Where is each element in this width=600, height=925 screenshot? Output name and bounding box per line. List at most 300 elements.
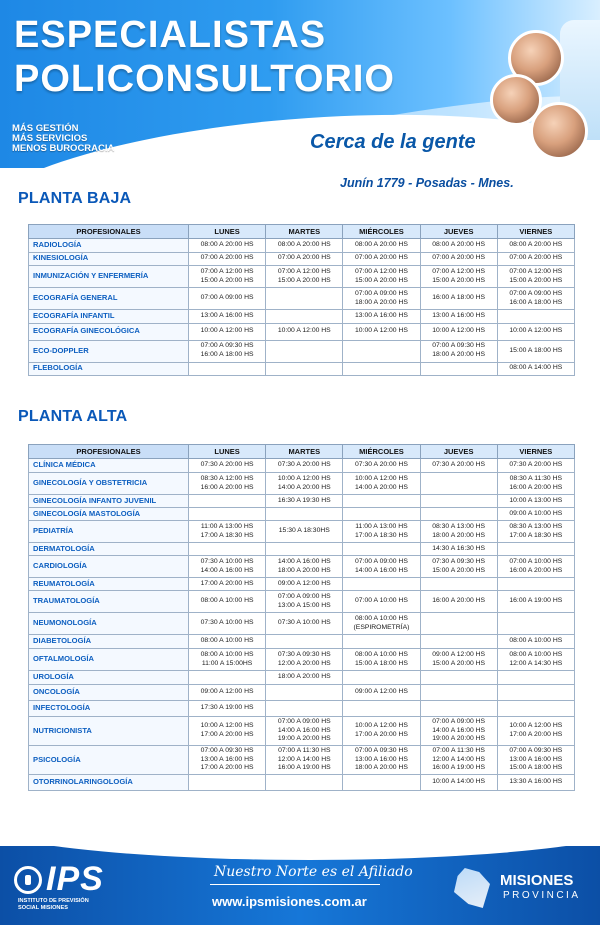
- schedule-time: 08:00 A 10:00 HS: [355, 614, 408, 622]
- schedule-cell: [497, 671, 574, 685]
- schedule-cell: [189, 508, 266, 521]
- table-row: [29, 362, 575, 376]
- schedule-time: 08:00 A 10:00 HS: [200, 637, 254, 645]
- schedule-time: 16:00 A 18:00 HS: [509, 298, 563, 306]
- schedule-time: 07:30 A 09:30 HS: [432, 557, 486, 565]
- schedule-cell: [189, 521, 266, 543]
- schedule-cell: [497, 649, 574, 671]
- schedule-cell: [266, 323, 343, 340]
- schedule-cell: [266, 701, 343, 717]
- col-header-martes: MARTES: [266, 225, 343, 239]
- schedule-time: 17:00 A 18:30 HS: [200, 531, 254, 539]
- schedule-cell: [497, 340, 574, 362]
- col-header-lunes: LUNES: [189, 225, 266, 239]
- schedule-cell: [420, 556, 497, 578]
- schedule-cell: [343, 310, 420, 324]
- schedule-cell: [343, 239, 420, 253]
- specialty-name: REUMATOLOGÍA: [29, 578, 189, 591]
- schedule-cell: [189, 543, 266, 556]
- table-row: [29, 701, 575, 717]
- specialty-name: INMUNIZACIÓN Y ENFERMERÍA: [29, 266, 189, 288]
- schedule-cell: [343, 543, 420, 556]
- schedule-time: 09:00 A 10:00 HS: [509, 509, 563, 517]
- specialty-name: ECOGRAFÍA INFANTIL: [29, 310, 189, 324]
- schedule-cell: [343, 252, 420, 266]
- schedule-cell: [343, 746, 420, 775]
- schedule-time: 08:00 A 20:00 HS: [277, 240, 331, 248]
- schedule-time: 11:00 A 13:00 HS: [355, 522, 408, 530]
- schedule-cell: [266, 252, 343, 266]
- schedule-cell: [420, 671, 497, 685]
- schedule-time: 07:00 A 09:00 HS: [432, 718, 486, 726]
- table-row: [29, 556, 575, 578]
- schedule-cell: [420, 717, 497, 746]
- specialty-name: NEUMONOLOGÍA: [29, 613, 189, 635]
- schedule-cell: [266, 556, 343, 578]
- schedule-time: 07:00 A 11:30 HS: [432, 747, 485, 755]
- schedule-time: 13:00 A 15:00 HS: [277, 601, 331, 609]
- specialty-name: FLEBOLOGÍA: [29, 362, 189, 376]
- schedule-cell: [497, 591, 574, 613]
- schedule-cell: [497, 746, 574, 775]
- col-header-miercoles: MIÉRCOLES: [343, 445, 420, 459]
- photo-mother-child: [530, 102, 588, 160]
- schedule-cell: [420, 340, 497, 362]
- schedule-time: 15:30 A 18:30HS: [278, 527, 330, 535]
- schedule-cell: [189, 239, 266, 253]
- col-header-viernes: VIERNES: [497, 445, 574, 459]
- schedule-cell: [420, 613, 497, 635]
- institute-name: [18, 898, 89, 911]
- schedule-time: 15:00 A 18:00 HS: [355, 659, 408, 667]
- specialty-name: ECO-DOPPLER: [29, 340, 189, 362]
- schedule-time: 16:00 A 18:00 HS: [200, 351, 254, 358]
- schedule-cell: [343, 556, 420, 578]
- schedule-cell: [189, 323, 266, 340]
- schedule-cell: [420, 775, 497, 791]
- schedule-cell: [420, 495, 497, 508]
- schedule-time: 07:30 A 10:00 HS: [200, 619, 254, 627]
- schedule-time: 10:00 A 12:00 HS: [355, 474, 408, 482]
- schedule-time: 07:00 A 10:00 HS: [509, 557, 563, 565]
- schedule-time: 07:30 A 10:00 HS: [200, 557, 254, 565]
- schedule-time: 07:00 A 20:00 HS: [509, 254, 563, 262]
- website-link[interactable]: www.ipsmisiones.com.ar: [212, 894, 367, 909]
- schedule-cell: [420, 239, 497, 253]
- schedule-time: 15:00 A 20:00 HS: [509, 276, 563, 284]
- table-row: [29, 591, 575, 613]
- table-row: [29, 613, 575, 635]
- schedule-time: 13:00 A 16:00 HS: [432, 311, 486, 319]
- specialty-name: INFECTOLOGÍA: [29, 701, 189, 717]
- schedule-time: 13:00 A 16:00 HS: [200, 755, 254, 763]
- specialty-name: DIABETOLOGÍA: [29, 635, 189, 649]
- schedule-time: 08:30 A 13:00 HS: [509, 522, 563, 530]
- schedule-cell: [343, 495, 420, 508]
- schedule-cell: [497, 459, 574, 473]
- schedule-cell: [497, 521, 574, 543]
- schedule-cell: [420, 521, 497, 543]
- schedule-cell: [189, 459, 266, 473]
- specialty-name: UROLOGÍA: [29, 671, 189, 685]
- schedule-time: 07:00 A 09:00 HS: [277, 718, 331, 726]
- schedule-time: 12:00 A 14:30 HS: [509, 659, 563, 667]
- schedule-time: 08:00 A 20:00 HS: [355, 240, 408, 248]
- schedule-cell: [189, 578, 266, 591]
- schedule-cell: [266, 717, 343, 746]
- schedule-time: 07:00 A 09:30 HS: [200, 747, 254, 755]
- specialty-name: PSICOLOGÍA: [29, 746, 189, 775]
- col-header-miercoles: MIÉRCOLES: [343, 225, 420, 239]
- col-header-viernes: VIERNES: [497, 225, 574, 239]
- schedule-time: 08:00 A 20:00 HS: [432, 240, 486, 248]
- schedule-cell: [343, 266, 420, 288]
- specialty-name: KINESIOLOGÍA: [29, 252, 189, 266]
- schedule-cell: [420, 252, 497, 266]
- schedule-time: 15:00 A 20:00 HS: [432, 276, 486, 284]
- schedule-cell: [497, 508, 574, 521]
- schedule-time: 13:00 A 16:00 HS: [509, 755, 563, 763]
- schedule-time: 16:00 A 20:00 HS: [509, 483, 563, 491]
- schedule-time: 11:00 A 15:00HS: [201, 659, 253, 667]
- schedule-time: 13:30 A 16:00 HS: [509, 778, 563, 786]
- schedule-cell: [266, 543, 343, 556]
- schedule-cell: [343, 340, 420, 362]
- table-row: [29, 649, 575, 671]
- schedule-time: 10:00 A 12:00 HS: [432, 327, 486, 335]
- schedule-time: 08:00 A 20:00 HS: [509, 240, 563, 248]
- schedule-time: 17:00 A 20:00 HS: [355, 731, 408, 738]
- schedule-time: 08:00 A 10:00 HS: [355, 650, 408, 658]
- table-row: [29, 495, 575, 508]
- table-row: [29, 252, 575, 266]
- table-row: [29, 266, 575, 288]
- institute-line-1: INSTITUTO DE PREVISIÓN: [18, 898, 89, 904]
- schedule-time: 12:00 A 14:00 HS: [432, 755, 486, 763]
- schedule-cell: [420, 746, 497, 775]
- schedule-time: 12:00 A 20:00 HS: [277, 659, 331, 667]
- schedule-time: 08:00 A 10:00 HS: [509, 637, 563, 645]
- schedule-cell: [420, 473, 497, 495]
- schedule-cell: [497, 239, 574, 253]
- specialty-name: ONCOLOGÍA: [29, 685, 189, 701]
- schedule-time: 16:30 A 19:30 HS: [277, 496, 331, 504]
- slogan-1: MÁS GESTIÓN: [12, 123, 79, 134]
- schedule-cell: [343, 323, 420, 340]
- schedule-time: 07:00 A 12:00 HS: [200, 267, 254, 275]
- schedule-time: 14:30 A 16:30 HS: [432, 544, 486, 552]
- table-row: [29, 340, 575, 362]
- schedule-cell: [343, 685, 420, 701]
- schedule-cell: [497, 556, 574, 578]
- schedule-cell: [266, 459, 343, 473]
- schedule-time: 10:00 A 12:00 HS: [355, 327, 408, 335]
- motto-underline: [210, 884, 380, 885]
- schedule-cell: [420, 310, 497, 324]
- schedule-cell: [189, 635, 266, 649]
- schedule-cell: [497, 310, 574, 324]
- schedule-cell: [420, 649, 497, 671]
- schedule-cell: [266, 310, 343, 324]
- schedule-time: 07:30 A 10:00 HS: [277, 619, 331, 627]
- schedule-time: 08:00 A 10:00 HS: [200, 650, 254, 658]
- schedule-time: 10:00 A 12:00 HS: [200, 722, 254, 730]
- schedule-time: 19:00 A 20:00 HS: [432, 735, 486, 743]
- schedule-cell: [343, 473, 420, 495]
- schedule-cell: [497, 613, 574, 635]
- schedule-time: 07:30 A 20:00 HS: [277, 461, 331, 469]
- specialty-name: ECOGRAFÍA GENERAL: [29, 288, 189, 310]
- slogan-2: MÁS SERVICIOS: [12, 133, 88, 144]
- schedule-time: 15:00 A 18:00 HS: [509, 346, 563, 354]
- schedule-cell: [266, 239, 343, 253]
- schedule-cell: [189, 685, 266, 701]
- schedule-cell: [497, 495, 574, 508]
- schedule-cell: [189, 252, 266, 266]
- schedule-cell: [266, 340, 343, 362]
- schedule-cell: [497, 266, 574, 288]
- schedule-cell: [266, 685, 343, 701]
- schedule-time: 08:00 A 14:00 HS: [509, 364, 563, 372]
- table-row: [29, 578, 575, 591]
- ips-logo-text: IPS: [46, 860, 104, 898]
- schedule-cell: [343, 578, 420, 591]
- schedule-time: 14:00 A 16:00 HS: [200, 566, 254, 574]
- schedule-time: 07:00 A 12:00 HS: [355, 267, 408, 275]
- schedule-time: 10:00 A 12:00 HS: [355, 722, 408, 730]
- ips-person-icon: [14, 866, 42, 894]
- table-row: [29, 521, 575, 543]
- schedule-time: 17:30 A 19:00 HS: [200, 704, 254, 712]
- schedule-time: 14:00 A 20:00 HS: [277, 483, 331, 491]
- specialty-name: CARDIOLOGÍA: [29, 556, 189, 578]
- schedule-cell: [266, 495, 343, 508]
- table-row: [29, 746, 575, 775]
- schedule-time: 07:00 A 09:00 HS: [277, 592, 331, 600]
- schedule-time: 15:00 A 20:00 HS: [355, 276, 408, 284]
- schedule-cell: [189, 495, 266, 508]
- people-photos: [490, 30, 600, 160]
- schedule-time: 07:00 A 09:00 HS: [509, 289, 563, 297]
- schedule-time: 15:00 A 18:00 HS: [509, 764, 563, 772]
- table-row: [29, 473, 575, 495]
- schedule-cell: [420, 508, 497, 521]
- schedule-time: 07:30 A 20:00 HS: [432, 461, 486, 469]
- specialty-name: GINECOLOGÍA MASTOLOGÍA: [29, 508, 189, 521]
- specialty-name: TRAUMATOLOGÍA: [29, 591, 189, 613]
- schedule-time: 07:00 A 09:00 HS: [200, 294, 254, 302]
- table-row: [29, 239, 575, 253]
- schedule-time: 16:00 A 18:00 HS: [432, 294, 486, 302]
- table-row: [29, 635, 575, 649]
- schedule-cell: [420, 266, 497, 288]
- schedule-cell: [189, 717, 266, 746]
- schedule-cell: [189, 746, 266, 775]
- schedule-cell: [420, 591, 497, 613]
- schedule-time: 09:00 A 12:00 HS: [432, 650, 486, 658]
- schedule-cell: [497, 685, 574, 701]
- specialty-name: OTORRINOLARINGOLOGÍA: [29, 775, 189, 791]
- schedule-time: 18:00 A 20:00 HS: [432, 351, 486, 358]
- schedule-cell: [189, 556, 266, 578]
- col-header-jueves: JUEVES: [420, 225, 497, 239]
- schedule-cell: [497, 252, 574, 266]
- schedule-time: 07:00 A 12:00 HS: [509, 267, 563, 275]
- schedule-cell: [497, 578, 574, 591]
- specialty-name: CLÍNICA MÉDICA: [29, 459, 189, 473]
- schedule-cell: [343, 288, 420, 310]
- schedule-cell: [420, 701, 497, 717]
- schedule-time: 18:00 A 20:00 HS: [355, 298, 408, 306]
- schedule-cell: [266, 671, 343, 685]
- schedule-time: 10:00 A 12:00 HS: [509, 327, 563, 335]
- schedule-cell: [189, 613, 266, 635]
- table-header-row: [29, 445, 575, 459]
- schedule-time: 10:00 A 12:00 HS: [277, 327, 331, 335]
- specialty-name: RADIOLOGÍA: [29, 239, 189, 253]
- table-header-row: [29, 225, 575, 239]
- schedule-cell: [266, 635, 343, 649]
- schedule-cell: [266, 775, 343, 791]
- institute-line-2: SOCIAL MISIONES: [18, 904, 68, 911]
- schedule-cell: [420, 685, 497, 701]
- schedule-time: 16:00 A 19:00 HS: [509, 597, 563, 605]
- schedule-cell: [343, 521, 420, 543]
- schedule-time: 07:30 A 09:30 HS: [277, 650, 331, 658]
- schedule-time: 11:00 A 13:00 HS: [200, 522, 254, 530]
- slogan-3: MENOS BUROCRACIA: [12, 143, 115, 154]
- schedule-time: 15:00 A 20:00 HS: [277, 276, 331, 284]
- table-row: [29, 288, 575, 310]
- schedule-cell: [266, 613, 343, 635]
- schedule-cell: [189, 671, 266, 685]
- table-row: [29, 685, 575, 701]
- schedule-time: 19:00 A 20:00 HS: [277, 735, 331, 743]
- schedule-cell: [343, 362, 420, 376]
- schedule-cell: [266, 266, 343, 288]
- schedule-time: 08:30 A 13:00 HS: [432, 522, 486, 530]
- specialty-name: ECOGRAFÍA GINECOLÓGICA: [29, 323, 189, 340]
- schedule-cell: [189, 591, 266, 613]
- schedule-cell: [497, 775, 574, 791]
- header-banner: [0, 0, 600, 168]
- schedule-time: 07:00 A 09:30 HS: [355, 747, 408, 755]
- schedule-time: 09:00 A 12:00 HS: [277, 579, 331, 587]
- schedule-time: 07:00 A 20:00 HS: [432, 254, 486, 262]
- schedule-time: 07:00 A 12:00 HS: [277, 267, 331, 275]
- schedule-time: 17:00 A 18:30 HS: [509, 531, 563, 539]
- title-line-1: ESPECIALISTAS: [14, 14, 327, 56]
- schedule-time: 16:00 A 20:00 HS: [432, 597, 486, 605]
- schedule-time: 18:00 A 20:00 HS: [432, 531, 486, 539]
- schedule-time: 09:00 A 12:00 HS: [355, 688, 408, 696]
- schedule-time: (ESPIROMETRÍA): [353, 623, 410, 631]
- schedule-table-planta-baja: [28, 224, 575, 376]
- province-label: PROVINCIA: [503, 890, 581, 901]
- schedule-table-planta-alta: [28, 444, 575, 791]
- schedule-cell: [497, 362, 574, 376]
- schedule-cell: [420, 543, 497, 556]
- schedule-time: 16:00 A 20:00 HS: [200, 483, 254, 491]
- table-row: [29, 543, 575, 556]
- schedule-time: 12:00 A 14:00 HS: [277, 755, 331, 763]
- schedule-time: 07:30 A 20:00 HS: [200, 461, 254, 469]
- schedule-time: 13:00 A 16:00 HS: [200, 311, 254, 319]
- schedule-time: 07:00 A 09:30 HS: [200, 342, 254, 350]
- schedule-cell: [266, 521, 343, 543]
- schedule-time: 14:00 A 16:00 HS: [355, 566, 408, 574]
- schedule-time: 09:00 A 12:00 HS: [200, 688, 254, 696]
- section-title-planta-baja: PLANTA BAJA: [18, 190, 132, 207]
- schedule-cell: [420, 362, 497, 376]
- col-header-martes: MARTES: [266, 445, 343, 459]
- schedule-time: 15:00 A 20:00 HS: [432, 659, 486, 667]
- col-header-lunes: LUNES: [189, 445, 266, 459]
- schedule-time: 07:00 A 20:00 HS: [355, 254, 408, 262]
- table-row: [29, 323, 575, 340]
- schedule-cell: [497, 543, 574, 556]
- schedule-time: 07:00 A 09:30 HS: [509, 747, 563, 755]
- schedule-cell: [343, 775, 420, 791]
- schedule-cell: [266, 473, 343, 495]
- schedule-time: 07:30 A 20:00 HS: [509, 461, 563, 469]
- col-header-profesionales: PROFESIONALES: [29, 445, 189, 459]
- schedule-time: 10:00 A 14:00 HS: [432, 778, 486, 786]
- footer-banner: [0, 846, 600, 925]
- schedule-cell: [420, 288, 497, 310]
- schedule-cell: [343, 591, 420, 613]
- schedule-time: 08:00 A 10:00 HS: [509, 650, 563, 658]
- section-title-planta-alta: PLANTA ALTA: [18, 408, 128, 425]
- specialty-name: OFTALMOLOGÍA: [29, 649, 189, 671]
- schedule-cell: [497, 717, 574, 746]
- schedule-time: 07:00 A 20:00 HS: [277, 254, 331, 262]
- slogans: [12, 124, 114, 154]
- schedule-time: 07:00 A 09:30 HS: [432, 342, 486, 350]
- specialty-name: DERMATOLOGÍA: [29, 543, 189, 556]
- schedule-cell: [189, 288, 266, 310]
- motto: Nuestro Norte es el Afiliado: [214, 864, 413, 880]
- schedule-cell: [189, 649, 266, 671]
- schedule-cell: [343, 613, 420, 635]
- table-row: [29, 717, 575, 746]
- schedule-cell: [497, 323, 574, 340]
- schedule-time: 08:00 A 10:00 HS: [200, 597, 254, 605]
- col-header-jueves: JUEVES: [420, 445, 497, 459]
- col-header-profesionales: PROFESIONALES: [29, 225, 189, 239]
- schedule-cell: [420, 323, 497, 340]
- schedule-cell: [497, 635, 574, 649]
- schedule-cell: [343, 635, 420, 649]
- schedule-cell: [266, 508, 343, 521]
- schedule-time: 14:00 A 20:00 HS: [355, 483, 408, 491]
- schedule-cell: [266, 591, 343, 613]
- address: Junín 1779 - Posadas - Mnes.: [340, 176, 514, 190]
- schedule-time: 07:00 A 09:00 HS: [355, 289, 408, 297]
- schedule-time: 18:00 A 20:00 HS: [355, 764, 408, 772]
- specialty-name: GINECOLOGÍA INFANTO JUVENIL: [29, 495, 189, 508]
- schedule-time: 13:00 A 16:00 HS: [355, 755, 408, 763]
- schedule-time: 15:00 A 20:00 HS: [200, 276, 254, 284]
- schedule-cell: [189, 701, 266, 717]
- table-row: [29, 310, 575, 324]
- schedule-time: 16:00 A 19:00 HS: [277, 764, 331, 772]
- schedule-cell: [420, 578, 497, 591]
- schedule-time: 15:00 A 20:00 HS: [432, 566, 486, 574]
- schedule-cell: [266, 649, 343, 671]
- schedule-time: 08:00 A 20:00 HS: [200, 240, 254, 248]
- schedule-cell: [420, 459, 497, 473]
